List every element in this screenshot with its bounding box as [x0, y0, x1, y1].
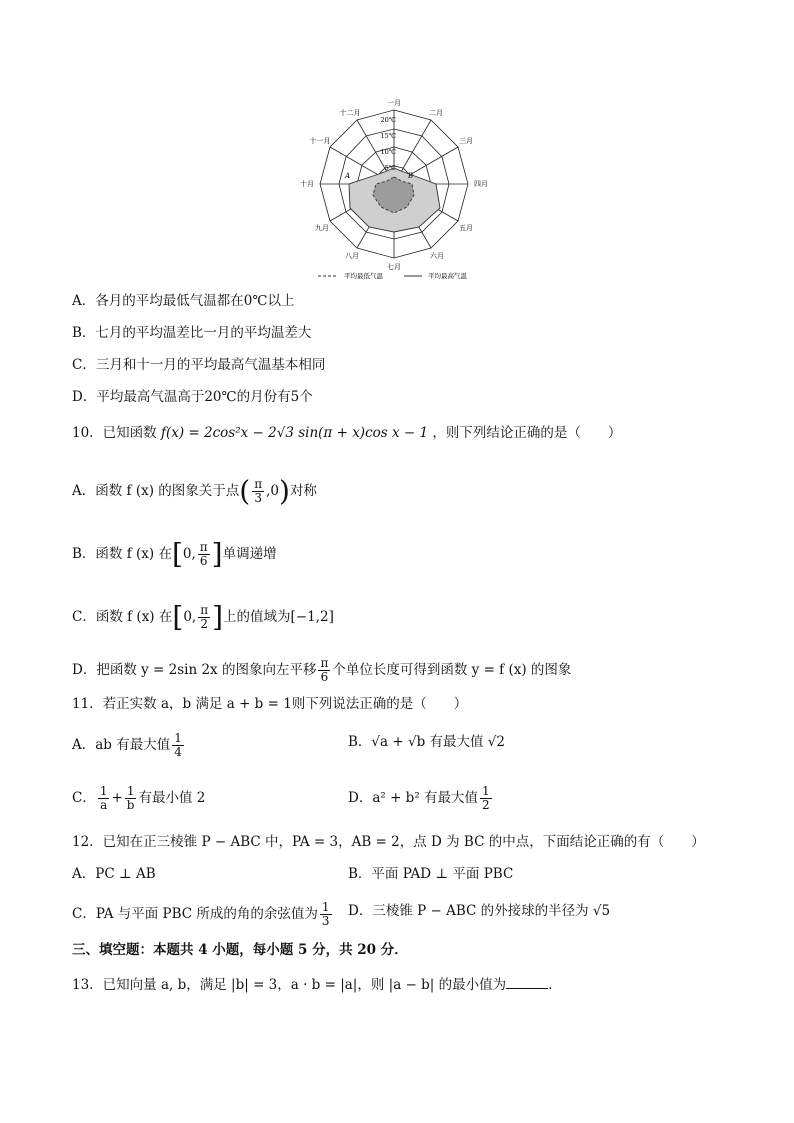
- bracket-left: [: [171, 537, 183, 571]
- interval-head: 0,: [182, 546, 196, 562]
- option-letter: B．: [72, 325, 96, 341]
- scale-label: 15℃: [380, 132, 396, 140]
- month-label: 八月: [345, 252, 359, 260]
- q10-option-c: [72, 600, 334, 634]
- month-label: 七月: [387, 263, 401, 271]
- fraction-den: 4: [174, 745, 182, 759]
- q12-option-d: [348, 901, 610, 921]
- q12-option-b: [348, 864, 513, 884]
- option-letter: D．: [72, 662, 97, 678]
- fraction: [252, 478, 264, 505]
- option-text: 个单位长度可得到函数 y = f (x) 的图象: [332, 662, 572, 678]
- fraction: [98, 785, 110, 812]
- q9-option-c: [72, 355, 325, 375]
- fraction-den: 2: [482, 798, 490, 812]
- fraction-num: 1: [174, 731, 182, 745]
- q11-option-d: [348, 785, 494, 812]
- answer-blank[interactable]: [506, 976, 548, 989]
- month-label: 五月: [459, 224, 473, 232]
- q10-stem: [72, 423, 621, 443]
- scale-label: 20℃: [380, 116, 396, 124]
- fraction-num: π: [320, 656, 329, 670]
- paren-right: ): [279, 474, 290, 508]
- q13-stem: [72, 975, 552, 995]
- option-text: 三月和十一月的平均最高气温基本相同: [95, 357, 326, 373]
- option-letter: D．: [348, 790, 373, 806]
- paren-left: (: [239, 474, 251, 508]
- month-label: 十一月: [309, 137, 331, 145]
- section-heading: 三、填空题：本题共 4 小题，每小题 5 分，共 20 分．: [72, 942, 408, 958]
- option-letter: C．: [72, 790, 96, 806]
- fraction-num: π: [199, 540, 208, 554]
- option-text: 函数 f (x) 的图象关于点: [95, 483, 240, 499]
- q12-option-c: [72, 901, 334, 928]
- option-text: 各月的平均最低气温都在0℃以上: [95, 293, 295, 309]
- option-text: 七月的平均温差比一月的平均温差大: [95, 325, 312, 341]
- q10-formula: f(x) = 2cos²x − 2√3 sin(π + x)cos x − 1: [160, 425, 429, 441]
- option-text: 把函数 y = 2sin 2x 的图象向左平移: [96, 662, 317, 678]
- option-letter: A．: [72, 483, 96, 499]
- fraction: [318, 657, 330, 684]
- fraction-num: π: [200, 603, 209, 617]
- option-letter: B．: [348, 734, 372, 750]
- q11-option-b: [348, 732, 505, 752]
- point-label-b: B: [408, 172, 414, 180]
- option-letter: B．: [348, 866, 372, 882]
- q10-option-d: [72, 657, 571, 684]
- option-text: 有最小值 2: [138, 790, 206, 806]
- q9-option-b: [72, 323, 311, 343]
- option-letter: D．: [348, 903, 373, 919]
- bracket-right: ]: [211, 537, 223, 571]
- option-text: 平均最高气温高于20℃的月份有5个: [96, 389, 313, 405]
- option-text: 平面 PAD ⊥ 平面 PBC: [371, 866, 514, 882]
- plus-sign: +: [111, 790, 123, 806]
- option-letter: C．: [72, 357, 96, 373]
- option-letter: C．: [72, 609, 96, 625]
- month-label: 十二月: [339, 109, 361, 117]
- option-text: PA 与平面 PBC 所成的角的余弦值为: [95, 906, 318, 922]
- option-text: 单调递增: [222, 546, 277, 562]
- scale-label: 5℃: [384, 164, 396, 172]
- option-letter: C．: [72, 906, 96, 922]
- option-text: PC ⊥ AB: [95, 866, 156, 882]
- q12-option-a: [72, 864, 156, 884]
- option-text: 函数 f (x) 在: [95, 609, 173, 625]
- fraction: [480, 785, 492, 812]
- fraction: [198, 604, 210, 631]
- q10-option-b: [72, 537, 277, 571]
- q11-option-a: [72, 732, 186, 759]
- point-tail: ,0: [266, 483, 279, 499]
- q9-option-d: [72, 387, 313, 407]
- month-label: 六月: [430, 252, 444, 260]
- fraction-den: b: [126, 798, 135, 812]
- option-text: 函数 f (x) 在: [95, 546, 172, 562]
- option-text: 对称: [289, 483, 317, 499]
- q13-end: .: [548, 977, 553, 993]
- month-label: 三月: [459, 137, 473, 145]
- option-letter: A．: [72, 866, 96, 882]
- fraction-num: 1: [321, 900, 330, 914]
- fraction-num: 1: [99, 784, 108, 798]
- fraction: [125, 785, 137, 812]
- option-letter: A．: [72, 737, 96, 753]
- q12-stem: 12．已知在正三棱锥 P − ABC 中，PA = 3，AB = 2，点 D 为 BC 的中点，下面结论正确的有（ ）: [72, 834, 705, 850]
- option-text: ab 有最大值: [95, 737, 171, 753]
- fraction-den: 3: [254, 491, 262, 505]
- bracket-right: ]: [212, 600, 224, 634]
- month-label: 二月: [429, 109, 443, 117]
- month-label: 十月: [300, 180, 314, 188]
- fraction: [198, 541, 210, 568]
- point-label-a: A: [345, 172, 351, 180]
- option-text: a² + b² 有最大值: [372, 790, 479, 806]
- legend-high-label: 平均最高气温: [428, 272, 467, 280]
- fraction-num: 1: [126, 784, 135, 798]
- q9-option-a: [72, 291, 294, 311]
- fraction: [172, 732, 184, 759]
- q13-text: 13．已知向量 a, b，满足 |b| = 3，a · b = |a|，则 |a − b| 的最小值为: [72, 977, 507, 993]
- fraction-den: 3: [321, 914, 330, 928]
- fraction-num: π: [254, 477, 263, 491]
- option-text: √a + √b 有最大值 √2: [371, 734, 505, 750]
- option-letter: A．: [72, 293, 96, 309]
- q10-stem-suffix: ，则下列结论正确的是（ ）: [432, 425, 622, 441]
- fraction-den: a: [100, 798, 108, 812]
- fraction-num: 1: [482, 784, 490, 798]
- month-label: 四月: [474, 180, 488, 188]
- option-text: 上的值域为[−1,2]: [223, 609, 334, 625]
- fraction-den: 2: [200, 617, 208, 631]
- temperature-radar-chart: [300, 95, 500, 285]
- legend-low-label: 平均最低气温: [344, 272, 383, 280]
- fraction-den: 6: [199, 554, 208, 568]
- q10-option-a: [72, 474, 317, 508]
- scale-label: 10℃: [380, 148, 396, 156]
- q11-option-c: [72, 785, 205, 812]
- fraction: [320, 901, 332, 928]
- fraction-den: 6: [320, 670, 329, 684]
- q10-stem-prefix: 10．已知函数: [72, 425, 157, 441]
- month-label: 九月: [315, 224, 329, 232]
- month-label: 一月: [387, 99, 401, 107]
- q11-stem: 11．若正实数 a，b 满足 a + b = 1则下列说法正确的是（ ）: [72, 696, 468, 712]
- option-letter: B．: [72, 546, 96, 562]
- option-text: 三棱锥 P − ABC 的外接球的半径为 √5: [372, 903, 611, 919]
- option-letter: D．: [72, 389, 97, 405]
- bracket-left: [: [172, 600, 184, 634]
- interval-head: 0,: [183, 609, 197, 625]
